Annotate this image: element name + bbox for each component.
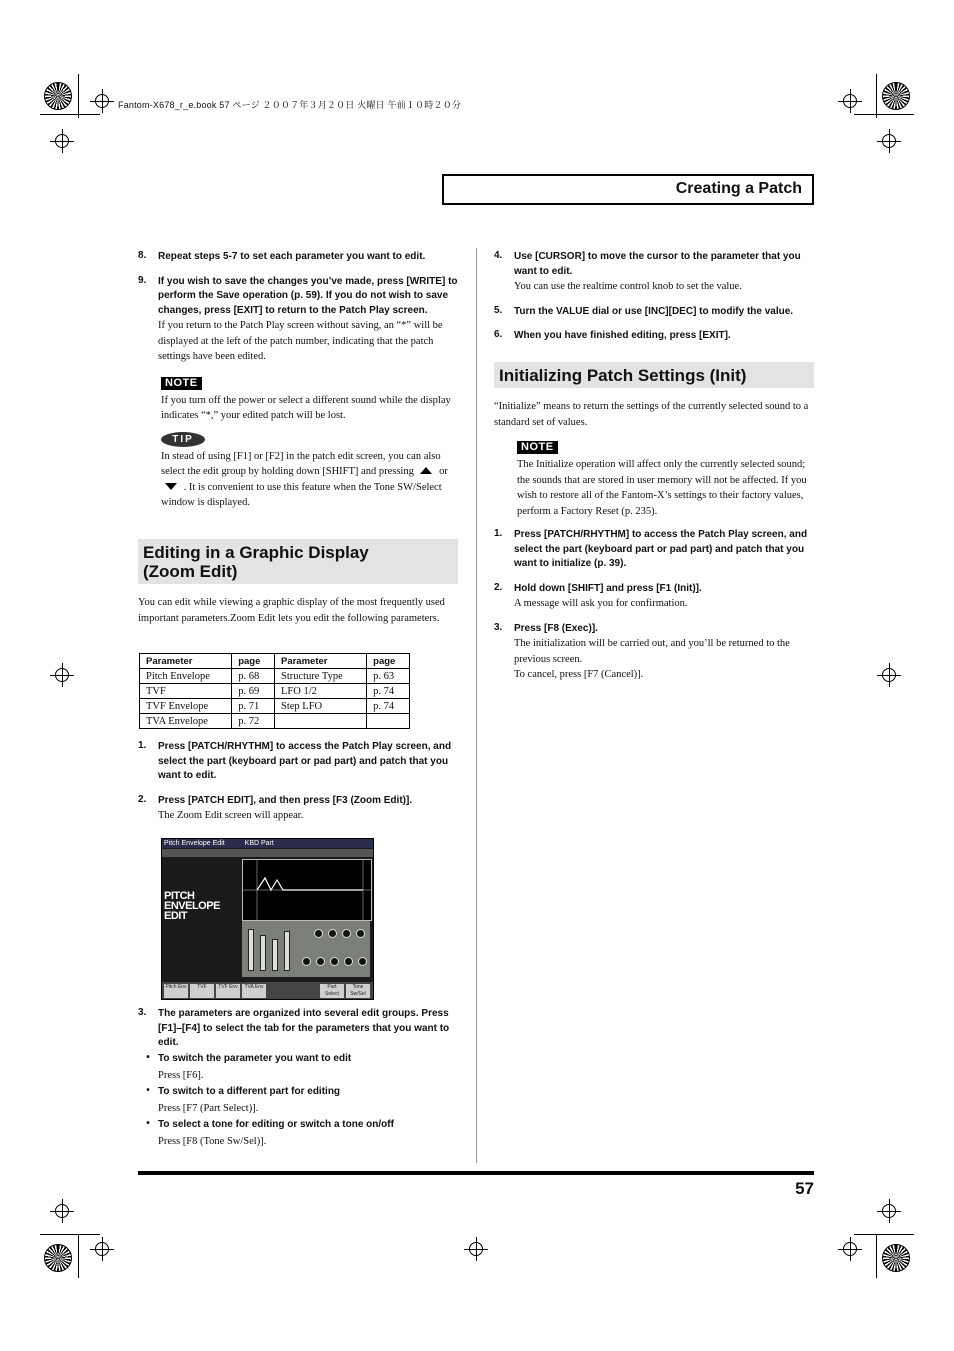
init-intro: “Initialize” means to return the settings of the currently selected sound to a standard set of values. <box>494 401 809 428</box>
screen-tab: TVF <box>190 984 214 998</box>
registration-mark <box>882 134 896 148</box>
step-6: 6. When you have finished editing, press [EXIT]. <box>494 329 731 341</box>
zoom-edit-heading-line1: Editing in a Graphic Display <box>143 543 369 562</box>
table-row: TVF p. 69 LFO 1/2 p. 74 <box>140 684 410 699</box>
parameter-panel <box>242 921 370 977</box>
screen-tab: Part Select <box>320 984 344 998</box>
init-step-1: 1. Press [PATCH/RHYTHM] to access the Patch Play screen, and select the part (keyboard part or pad part) and patch that you want to initialize (p. 39). <box>494 528 808 569</box>
list-item: • To switch to a different part for editing Press [F7 (Part Select)]. <box>146 1084 341 1114</box>
zoom-step-1: 1. Press [PATCH/RHYTHM] to access the Patch Play screen, and select the part (keyboard part or pad part) and patch that you want to edit. <box>138 740 452 781</box>
zoom-steps <box>138 740 458 824</box>
zoom-steps-after <box>138 1007 458 1150</box>
registration-mark <box>843 94 857 108</box>
screen-tab: TVA Env <box>242 984 266 998</box>
note-block: NOTE If you turn off the power or select a different sound while the display indicates “*,” your edited patch will be lost. <box>161 376 451 421</box>
note-badge: NOTE <box>161 377 202 390</box>
tip-block: TIP In stead of using [F1] or [F2] in the patch edit screen, you can also select the edit group by holding down [SHIFT] and pressing or . It is convenient to use this feature when the Tone SW/Select window is displayed. <box>161 433 448 508</box>
list-item: • To switch the parameter you want to edit Press [F6]. <box>146 1051 352 1081</box>
zoom-edit-heading <box>138 539 458 584</box>
registration-sunburst-top-left <box>44 82 72 110</box>
init-step-2: 2. Hold down [SHIFT] and press [F1 (Init)]. A message will ask you for confirmation. <box>494 581 702 609</box>
column-divider <box>476 248 477 1163</box>
screen-title-bar: Pitch Envelope Edit KBD Part <box>162 839 373 848</box>
registration-mark <box>55 134 69 148</box>
zoom-step-2: 2. Press [PATCH EDIT], and then press [F3 (Zoom Edit)]. The Zoom Edit screen will appear. <box>138 793 413 821</box>
registration-mark <box>843 1242 857 1256</box>
zoom-edit-heading-line2: (Zoom Edit) <box>143 562 238 581</box>
init-heading: Initializing Patch Settings (Init) <box>494 362 814 388</box>
init-note-block: NOTE The Initialize operation will affect only the currently selected sound; the sounds that are stored in user memory will not be affected. If you wish to restore all of the Fantom-X’s settings to their factory values, perform a Factory Reset (p. 235). <box>517 441 807 517</box>
step-5: 5. Turn the VALUE dial or use [INC][DEC] to modify the value. <box>494 304 794 317</box>
triangle-down-icon <box>165 483 177 490</box>
parameter-table <box>139 653 410 729</box>
tip-badge: TIP <box>161 432 205 447</box>
zoom-step-3: 3. The parameters are organized into several edit groups. Press [F1]–[F4] to select the tab for the parameters that you want to edit. <box>138 1007 450 1048</box>
section-header-box <box>442 174 814 205</box>
registration-sunburst-top-right <box>882 82 910 110</box>
note-badge: NOTE <box>517 441 558 454</box>
registration-mark <box>882 668 896 682</box>
registration-mark <box>469 1242 483 1256</box>
registration-sunburst-bottom-right <box>882 1244 910 1272</box>
table-row: Pitch Envelope p. 68 Structure Type p. 63 <box>140 669 410 684</box>
step-8: 8. Repeat steps 5-7 to set each parameter you want to edit. <box>138 250 426 262</box>
registration-mark <box>55 668 69 682</box>
table-header-row: Parameter page Parameter page <box>140 654 410 669</box>
right-column <box>494 250 814 344</box>
list-item: • To select a tone for editing or switch a tone on/off Press [F8 (Tone Sw/Sel)]. <box>146 1117 394 1147</box>
init-steps <box>494 528 814 683</box>
screen-tab: Tone Sw/Sel <box>346 984 370 998</box>
registration-mark <box>95 1242 109 1256</box>
file-info-header: Fantom-X678_r_e.book 57 ページ ２００７年３月２０日 火曜日 午前１０時２０分 <box>118 100 462 110</box>
envelope-graph <box>242 859 372 921</box>
left-column <box>138 250 458 511</box>
screen-tab-bar <box>162 982 373 999</box>
zoom-edit-intro: You can edit while viewing a graphic display of the most frequently used important parameters.Zoom Edit lets you edit the following parameters. <box>138 597 445 624</box>
registration-sunburst-bottom-left <box>44 1244 72 1272</box>
registration-mark <box>95 94 109 108</box>
table-row: TVF Envelope p. 71 Step LFO p. 74 <box>140 699 410 714</box>
screen-big-label: PITCH ENVELOPE EDIT <box>164 890 220 922</box>
table-row: TVA Envelope p. 72 <box>140 714 410 729</box>
bullet-list <box>138 1052 458 1150</box>
registration-mark <box>882 1204 896 1218</box>
step-9: 9. If you wish to save the changes you’ve made, press [WRITE] to perform the Save operation (p. 59). If you do not wish to save changes, press [EXIT] to return to the Patch Play screen. If you return to the Patch Play screen without saving, an “*” will be displayed at the left of the patch number, indicating that the patch settings have been edited. <box>138 274 458 362</box>
section-title: Creating a Patch <box>675 180 802 197</box>
registration-mark <box>55 1204 69 1218</box>
triangle-up-icon <box>420 467 432 474</box>
init-step-3: 3. Press [F8 (Exec)]. The initialization will be carried out, and you’ll be returned to the previous screen. To cancel, press [F7 (Cancel)]. <box>494 621 790 680</box>
footer-rule <box>138 1171 814 1175</box>
screen-tab: Pitch Env <box>164 984 188 998</box>
zoom-edit-screenshot <box>161 838 374 1000</box>
screen-tab: TVF Env <box>216 984 240 998</box>
page-number: 57 <box>795 1179 814 1198</box>
envelope-curve <box>243 860 371 920</box>
step-4: 4. Use [CURSOR] to move the cursor to the parameter that you want to edit. You can use the realtime control knob to set the value. <box>494 250 801 292</box>
